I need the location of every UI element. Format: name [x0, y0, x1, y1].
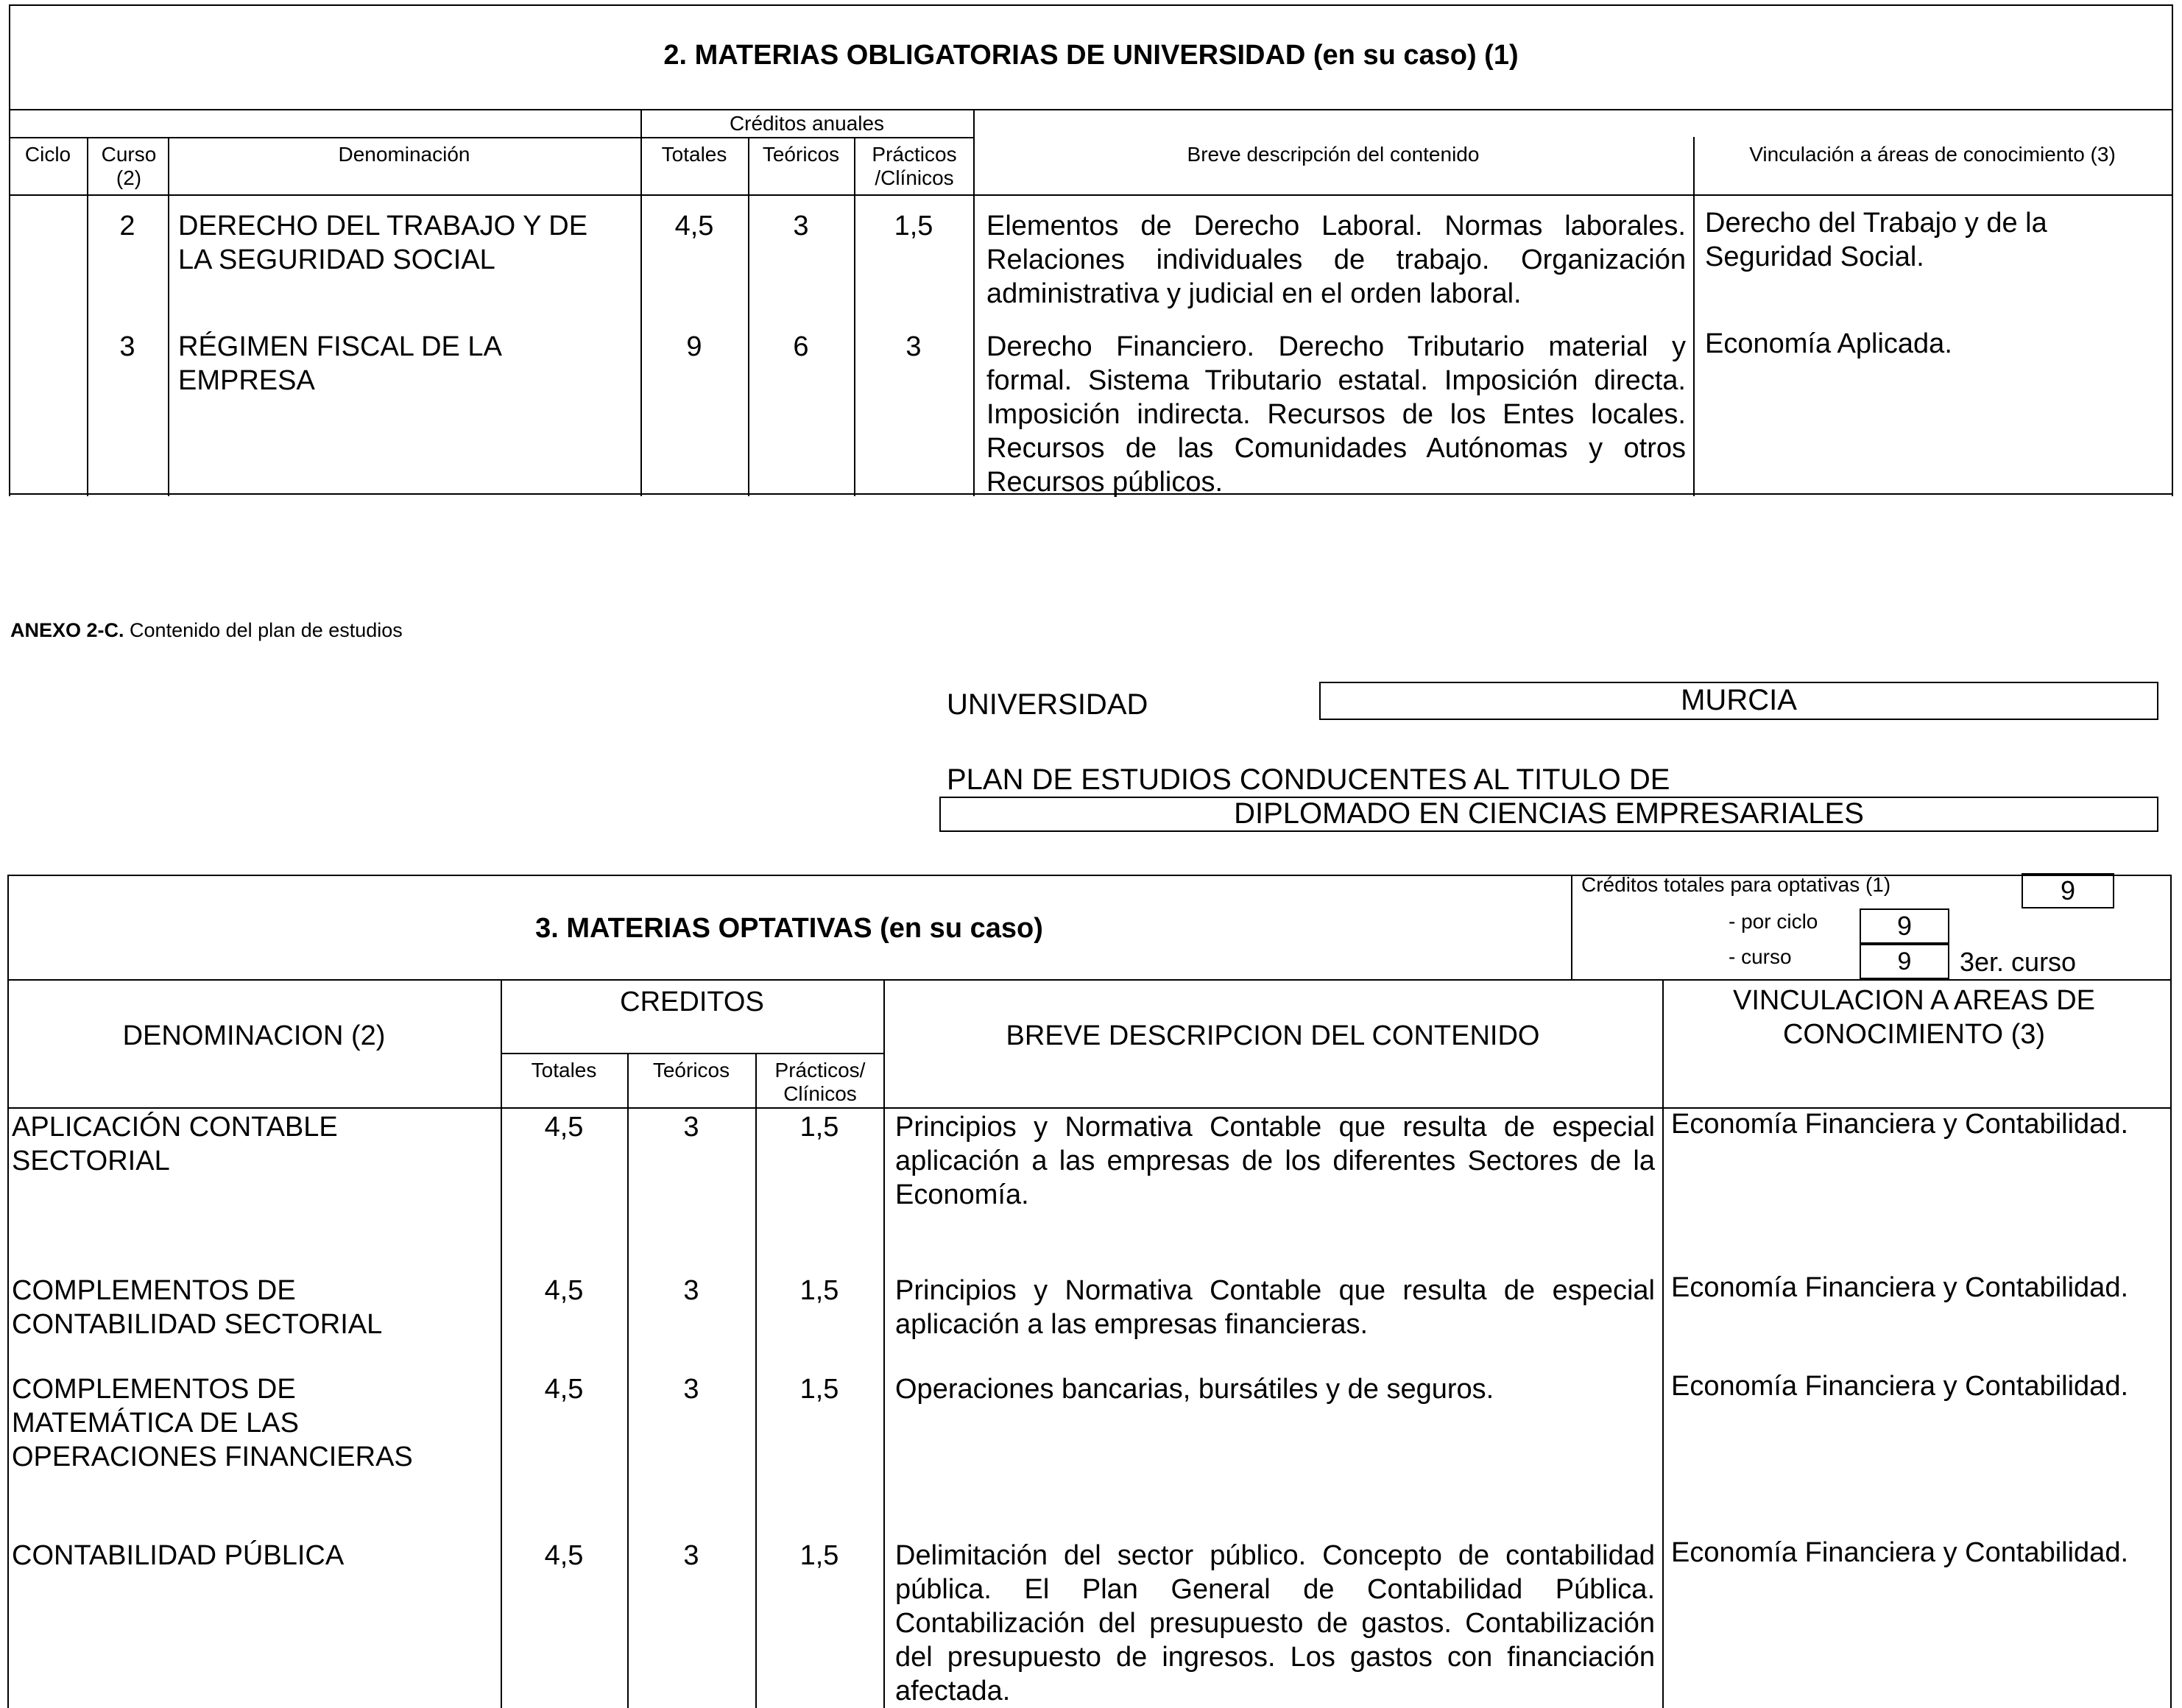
practicos-header: Prácticos/ Clínicos: [774, 1059, 866, 1105]
practicos-cell: 1,5: [799, 1540, 839, 1571]
section2-title: 2. MATERIAS OBLIGATORIAS DE UNIVERSIDAD (en su caso) (1): [663, 40, 1519, 71]
section3-title: 3. MATERIAS OPTATIVAS (en su caso): [535, 913, 1043, 944]
denominacion-cell: DERECHO DEL TRABAJO Y DE LA SEGURIDAD SOCIAL: [178, 211, 588, 275]
totales-cell: 4,5: [674, 211, 714, 241]
descripcion-cell: Elementos de Derecho Laboral. Normas laborales. Relaciones individuales de trabajo. Organización administrativa y judicial en el orden laboral.: [986, 211, 1686, 309]
totales-cell: 9: [686, 331, 702, 362]
totales-header: Totales: [531, 1059, 597, 1081]
totales-cell: 4,5: [544, 1540, 584, 1571]
descripcion-cell: Operaciones bancarias, bursátiles y de seguros.: [895, 1374, 1494, 1405]
creditos-header: CREDITOS: [620, 987, 764, 1017]
denominacion-cell: COMPLEMENTOS DE MATEMÁTICA DE LAS OPERACIONES FINANCIERAS: [12, 1374, 413, 1472]
practicos-cell: 1,5: [799, 1112, 839, 1143]
denominacion-cell: APLICACIÓN CONTABLE SECTORIAL: [12, 1112, 338, 1176]
plan-value: DIPLOMADO EN CIENCIAS EMPRESARIALES: [939, 797, 2158, 832]
university-value: MURCIA: [1319, 682, 2158, 720]
vinculacion-cell: Economía Aplicada.: [1705, 328, 1952, 359]
teoricos-cell: 3: [683, 1275, 699, 1306]
vinculacion-cell: Economía Financiera y Contabilidad.: [1671, 1109, 2129, 1140]
practicos-cell: 1,5: [799, 1275, 839, 1306]
vinculacion-cell: Economía Financiera y Contabilidad.: [1671, 1371, 2129, 1402]
teoricos-header: Teóricos: [652, 1059, 730, 1081]
vinculacion-header: VINCULACION A AREAS DE CONOCIMIENTO (3): [1732, 985, 2096, 1050]
practicos-cell: 1,5: [894, 211, 933, 241]
denominacion-header: Denominación: [338, 143, 470, 166]
teoricos-cell: 3: [683, 1540, 699, 1571]
curso-label: - curso: [1729, 945, 1792, 968]
annex-label-bold: ANEXO 2-C.: [10, 619, 124, 641]
ciclo-header: Ciclo: [24, 143, 71, 166]
university-label: UNIVERSIDAD: [947, 688, 1148, 721]
denominacion-cell: COMPLEMENTOS DE CONTABILIDAD SECTORIAL: [12, 1275, 383, 1340]
credits-total-value: 9: [2022, 873, 2114, 908]
curso-value: 9: [1860, 944, 1949, 979]
descripcion-cell: Derecho Financiero. Derecho Tributario material y formal. Sistema Tributario estatal. Imposición directa. Imposición indirecta. Recursos de los Entes locales. Recursos de las Comunidades Autónomas y otros Recursos públicos.: [986, 331, 1686, 498]
teoricos-cell: 3: [683, 1374, 699, 1405]
totales-cell: 4,5: [544, 1275, 584, 1306]
practicos-cell: 1,5: [799, 1374, 839, 1405]
annex-label-rest: Contenido del plan de estudios: [124, 619, 403, 641]
descripcion-cell: Delimitación del sector público. Concepto de contabilidad pública. El Plan General de Contabilidad Pública. Contabilización del presupuesto de gastos. Contabilización del presupuesto de ingresos. Los gastos con financiación afectada.: [895, 1540, 1655, 1707]
totales-header: Totales: [661, 143, 727, 166]
creditos-anuales-header: Créditos anuales: [729, 112, 885, 135]
teoricos-cell: 3: [683, 1112, 699, 1143]
teoricos-header: Teóricos: [762, 143, 840, 166]
practicos-cell: 3: [905, 331, 922, 362]
descripcion-cell: Principios y Normativa Contable que resulta de especial aplicación a las empresas financieras.: [895, 1275, 1655, 1340]
descripcion-cell: Principios y Normativa Contable que resulta de especial aplicación a las empresas de los diferentes Sectores de la Economía.: [895, 1112, 1655, 1210]
annex-label: [10, 618, 403, 642]
credits-total-label: Créditos totales para optativas (1): [1581, 873, 1891, 896]
plan-label: PLAN DE ESTUDIOS CONDUCENTES AL TITULO DE: [947, 763, 1670, 796]
por-ciclo-label: - por ciclo: [1729, 910, 1818, 933]
descripcion-header: Breve descripción del contenido: [1187, 143, 1480, 166]
denominacion-cell: RÉGIMEN FISCAL DE LA EMPRESA: [178, 331, 501, 396]
curso-cell: 2: [119, 211, 135, 241]
practicos-header: Prácticos /Clínicos: [872, 143, 957, 189]
descripcion-header: BREVE DESCRIPCION DEL CONTENIDO: [1006, 1020, 1540, 1051]
vinculacion-cell: Derecho del Trabajo y de la Seguridad Social.: [1705, 208, 2047, 272]
curso-cell: 3: [119, 331, 135, 362]
vinculacion-cell: Economía Financiera y Contabilidad.: [1671, 1272, 2129, 1303]
curso-header: Curso (2): [101, 143, 157, 189]
teoricos-cell: 6: [793, 331, 809, 362]
denominacion-header: DENOMINACION (2): [122, 1020, 386, 1051]
curso-note: 3er. curso: [1960, 947, 2077, 977]
totales-cell: 4,5: [544, 1374, 584, 1405]
totales-cell: 4,5: [544, 1112, 584, 1143]
teoricos-cell: 3: [793, 211, 809, 241]
vinculacion-header: Vinculación a áreas de conocimiento (3): [1749, 143, 2116, 166]
vinculacion-cell: Economía Financiera y Contabilidad.: [1671, 1537, 2129, 1568]
por-ciclo-value: 9: [1860, 908, 1949, 944]
denominacion-cell: CONTABILIDAD PÚBLICA: [12, 1540, 345, 1571]
